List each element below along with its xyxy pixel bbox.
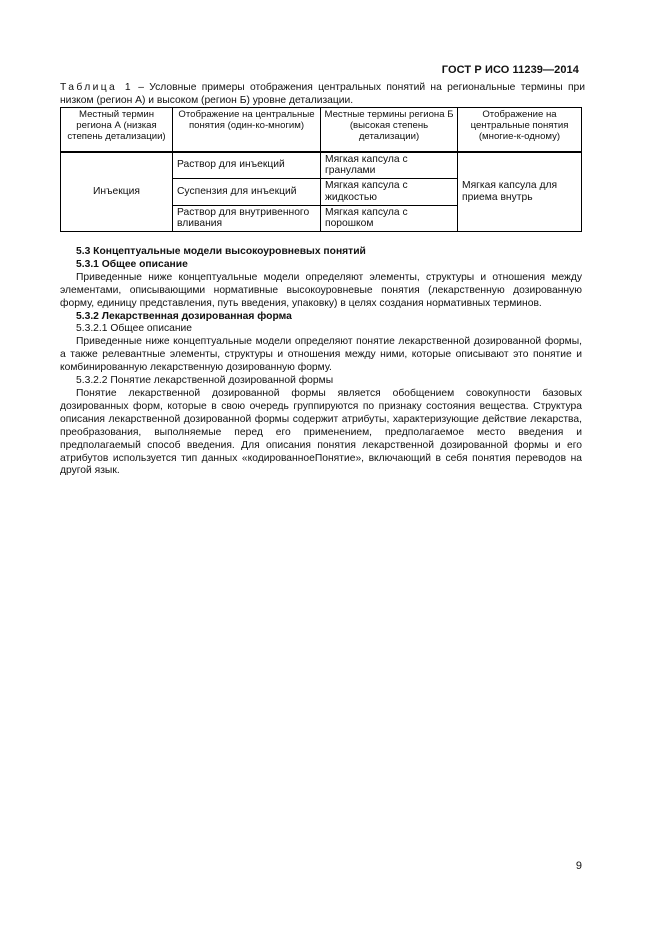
section-heading-5-3-1: 5.3.1 Общее описание <box>76 258 188 270</box>
section-heading-5-3-2-1: 5.3.2.1 Общее описание <box>76 323 193 335</box>
mapping-table <box>60 107 582 232</box>
table-header-region-a: Местный термин региона А (низкая степень детализации) <box>61 108 173 152</box>
table-header-central-many-to-one: Отображение на центральные понятия (многие-к-одному) <box>458 108 582 152</box>
section-heading-5-3-2: 5.3.2 Лекарственная дозированная форма <box>76 310 292 322</box>
table-row <box>61 152 582 179</box>
table-caption-text: – Условные примеры отображения центральных понятий на региональные термины при низком (регион А) и высоком (регион Б) уровне детализации. <box>60 82 586 106</box>
region-a-term-cell: Инъекция <box>61 152 173 232</box>
table-header-central-one-to-many: Отображение на центральные понятия (один-ко-многим) <box>173 108 321 152</box>
table-header-row <box>61 108 582 152</box>
region-b-term-cell: Мягкая капсула с гранулами <box>321 152 458 179</box>
region-b-term-cell: Мягкая капсула с порошком <box>321 205 458 232</box>
document-body <box>60 246 582 478</box>
section-heading-5-3-2-2: 5.3.2.2 Понятие лекарственной дозированной формы <box>76 375 334 387</box>
page-number: 9 <box>575 860 582 872</box>
table-header-region-b: Местные термины региона Б (высокая степень детализации) <box>321 108 458 152</box>
table-caption-label: Таблица 1 <box>60 82 133 93</box>
central-concept-cell: Раствор для внутривенного вливания <box>173 205 321 232</box>
paragraph-5-3-2-1: Приведенные ниже концептуальные модели определяют понятие лекарственной дозированной формы, а также релевантные элементы, структуры и отношения между ними, которые описывают это понятие и комбинированную лекарственную дозированную форму. <box>60 336 582 374</box>
paragraph-5-3-1: Приведенные ниже концептуальные модели определяют элементы, структуры и отношения между элементами, описывающими нормативные высокоуровневые понятия (лекарственную дозированную форму, единицу представления, путь введения, упаковку) в целях создания нормативных терминов. <box>60 271 582 309</box>
region-b-term-cell: Мягкая капсула с жидкостью <box>321 179 458 206</box>
central-concept-one-cell: Мягкая капсула для приема внутрь <box>458 152 582 232</box>
paragraph-5-3-2-2: Понятие лекарственной дозированной формы является обобщением совокупности базовых дозированных форм, которые в свою очередь группируются по признаку состояния вещества. Структура описания лекарственной дозированной формы содержит атрибуты, характеризующие действие лекарства, преобразования, выполняемые перед его применением, предполагаемое место введения и предполагаемый способ введения. Для описания понятия лекарственной дозированной формы и его атрибутов используется тип данных «кодированноеПонятие», включающий в себя понятия переводов на другой язык. <box>60 387 582 477</box>
central-concept-cell: Раствор для инъекций <box>173 152 321 179</box>
document-standard-number: ГОСТ Р ИСО 11239—2014 <box>441 64 579 76</box>
section-heading-5-3: 5.3 Концептуальные модели высокоуровневых понятий <box>76 246 366 257</box>
central-concept-cell: Суспензия для инъекций <box>173 179 321 206</box>
table-caption <box>60 82 585 107</box>
